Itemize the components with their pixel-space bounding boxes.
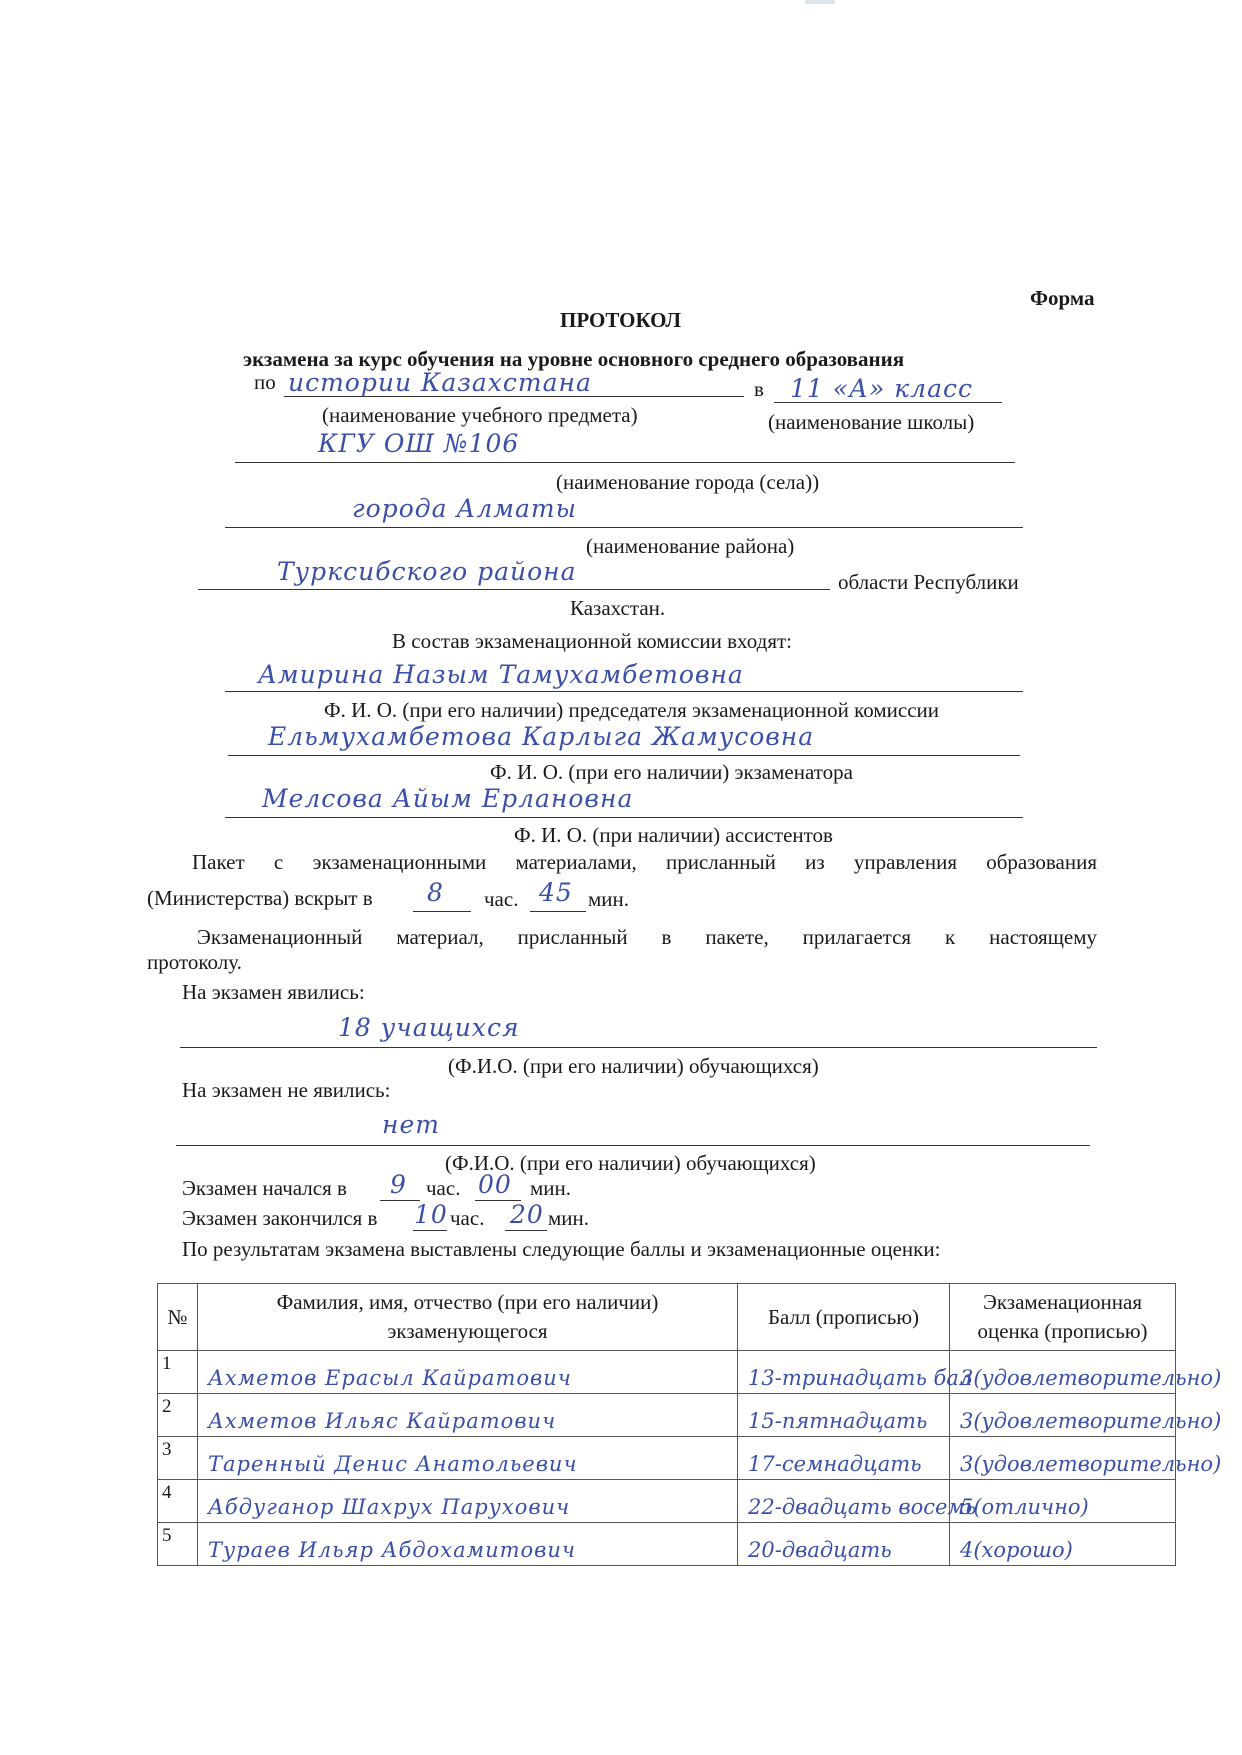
package-hour-label: час. bbox=[484, 887, 519, 911]
grade-cell bbox=[950, 1480, 1176, 1523]
score-cell bbox=[738, 1394, 950, 1437]
column-header-score: Балл (прописью) bbox=[738, 1284, 950, 1351]
package-hour-value: 8 bbox=[427, 878, 444, 907]
score-cell bbox=[738, 1480, 977, 1523]
district-continuation: Казахстан. bbox=[570, 596, 666, 620]
present-underline bbox=[180, 1047, 1097, 1048]
student-name-cell bbox=[198, 1523, 738, 1566]
package-text-line2: (Министерства) вскрыт в bbox=[147, 886, 373, 910]
table-row bbox=[158, 1480, 1176, 1523]
table-header-row bbox=[158, 1284, 1176, 1351]
student-name-cell bbox=[198, 1437, 738, 1480]
end-label: Экзамен закончился в bbox=[182, 1206, 378, 1230]
table-row bbox=[158, 1523, 1176, 1566]
document-subtitle: экзамена за курс обучения на уровне основного среднего образования bbox=[243, 347, 905, 371]
student-name-cell bbox=[198, 1480, 738, 1523]
grade-cell bbox=[950, 1437, 1222, 1480]
examiner-caption: Ф. И. О. (при его наличии) экзаменатора bbox=[490, 760, 853, 784]
package-text-line1: Пакет с экзаменационными материалами, присланный из управления образования bbox=[192, 850, 1097, 874]
district-suffix: области Республики bbox=[838, 570, 1019, 594]
score-value: 13-тринадцать бал bbox=[748, 1366, 973, 1390]
form-label: Форма bbox=[1030, 286, 1095, 310]
grade-cell bbox=[950, 1394, 1222, 1437]
school-underline bbox=[235, 462, 1015, 463]
end-min-underline bbox=[505, 1230, 547, 1231]
start-hour-label: час. bbox=[426, 1176, 461, 1200]
package-hour-underline bbox=[413, 911, 471, 912]
grade-value: 3(удовлетворительно) bbox=[960, 1366, 1222, 1390]
absent-caption: (Ф.И.О. (при его наличии) обучающихся) bbox=[445, 1151, 816, 1175]
district-caption: (наименование района) bbox=[586, 534, 795, 558]
column-header-grade: Экзаменационная оценка (прописью) bbox=[950, 1284, 1176, 1351]
absent-underline bbox=[176, 1145, 1090, 1146]
student-name-cell bbox=[198, 1351, 738, 1394]
table-row bbox=[158, 1394, 1176, 1437]
end-hour-underline bbox=[413, 1230, 447, 1231]
school-value: КГУ ОШ №106 bbox=[318, 429, 520, 458]
student-name-cell bbox=[198, 1394, 738, 1437]
column-header-num: № bbox=[158, 1284, 198, 1351]
score-value: 22-двадцать восемь bbox=[748, 1495, 977, 1519]
score-value: 15-пятнадцать bbox=[748, 1409, 928, 1433]
table-row bbox=[158, 1437, 1176, 1480]
chair-value: Амирина Назым Тамухамбетовна bbox=[258, 660, 744, 689]
grade-value: 4(хорошо) bbox=[960, 1538, 1073, 1562]
score-cell bbox=[738, 1437, 950, 1480]
start-min-value: 00 bbox=[478, 1170, 512, 1199]
material-line2: протоколу. bbox=[147, 950, 242, 974]
subject-value: истории Казахстана bbox=[288, 368, 592, 397]
examiner-underline bbox=[228, 755, 1020, 756]
end-hour-value: 10 bbox=[414, 1200, 448, 1229]
district-underline bbox=[198, 589, 830, 590]
class-value: 11 «А» класс bbox=[790, 374, 973, 403]
score-value: 17-семнадцать bbox=[748, 1452, 922, 1476]
end-min-label: мин. bbox=[548, 1206, 590, 1230]
school-caption: (наименование школы) bbox=[768, 410, 975, 434]
grade-cell bbox=[950, 1351, 1222, 1394]
scan-artifact bbox=[805, 0, 835, 4]
city-underline bbox=[225, 527, 1023, 528]
row-number: 4 bbox=[158, 1480, 198, 1523]
table-row bbox=[158, 1351, 1176, 1394]
results-table bbox=[157, 1283, 1222, 1566]
student-name: Абдуганор Шахрух Парухович bbox=[208, 1495, 571, 1519]
chair-caption: Ф. И. О. (при его наличии) председателя экзаменационной комиссии bbox=[324, 698, 940, 722]
assistant-caption: Ф. И. О. (при наличии) ассистентов bbox=[514, 823, 833, 847]
score-cell bbox=[738, 1351, 973, 1394]
row-number: 5 bbox=[158, 1523, 198, 1566]
chair-underline bbox=[225, 691, 1023, 692]
present-caption: (Ф.И.О. (при его наличии) обучающихся) bbox=[448, 1054, 819, 1078]
grade-value: 3(удовлетворительно) bbox=[960, 1409, 1222, 1433]
grade-value: 5(отлично) bbox=[960, 1495, 1089, 1519]
row-number: 3 bbox=[158, 1437, 198, 1480]
end-hour-label: час. bbox=[450, 1206, 485, 1230]
student-name: Тураев Ильяр Абдохамитович bbox=[208, 1538, 576, 1562]
absent-value: нет bbox=[382, 1110, 440, 1139]
student-name: Таренный Денис Анатольевич bbox=[208, 1452, 578, 1476]
package-min-value: 45 bbox=[539, 878, 573, 907]
assistant-value: Мелсова Айым Ерлановна bbox=[262, 784, 634, 813]
material-line1: Экзаменационный материал, присланный в пакете, прилагается к настоящему bbox=[197, 925, 1097, 949]
score-cell bbox=[738, 1523, 950, 1566]
examiner-value: Ельмухамбетова Карлыга Жамусовна bbox=[268, 722, 815, 751]
present-label: На экзамен явились: bbox=[182, 980, 365, 1004]
present-value: 18 учащихся bbox=[338, 1013, 520, 1042]
end-min-value: 20 bbox=[510, 1200, 544, 1229]
column-header-name: Фамилия, имя, отчество (при его наличии) экзаменующегося bbox=[198, 1284, 738, 1351]
district-value: Турксибского района bbox=[277, 557, 577, 586]
subject-caption: (наименование учебного предмета) bbox=[322, 403, 638, 427]
grade-value: 3(удовлетворительно) bbox=[960, 1452, 1222, 1476]
package-min-underline bbox=[530, 911, 586, 912]
in-label: в bbox=[754, 377, 764, 401]
results-intro: По результатам экзамена выставлены следующие баллы и экзаменационные оценки: bbox=[182, 1237, 941, 1261]
document-title: ПРОТОКОЛ bbox=[560, 308, 682, 332]
city-value: города Алматы bbox=[352, 494, 577, 523]
score-value: 20-двадцать bbox=[748, 1538, 892, 1562]
subject-prefix: по bbox=[254, 370, 276, 394]
row-number: 1 bbox=[158, 1351, 198, 1394]
city-caption: (наименование города (села)) bbox=[556, 470, 820, 494]
absent-label: На экзамен не явились: bbox=[182, 1078, 391, 1102]
grade-cell bbox=[950, 1523, 1176, 1566]
package-min-label: мин. bbox=[588, 887, 630, 911]
commission-intro: В состав экзаменационной комиссии входят: bbox=[392, 629, 793, 653]
start-hour-value: 9 bbox=[390, 1170, 407, 1199]
assistant-underline bbox=[225, 817, 1023, 818]
row-number: 2 bbox=[158, 1394, 198, 1437]
start-label: Экзамен начался в bbox=[182, 1176, 347, 1200]
student-name: Ахметов Ерасыл Кайратович bbox=[208, 1366, 572, 1390]
student-name: Ахметов Ильяс Кайратович bbox=[208, 1409, 557, 1433]
start-min-label: мин. bbox=[530, 1176, 572, 1200]
